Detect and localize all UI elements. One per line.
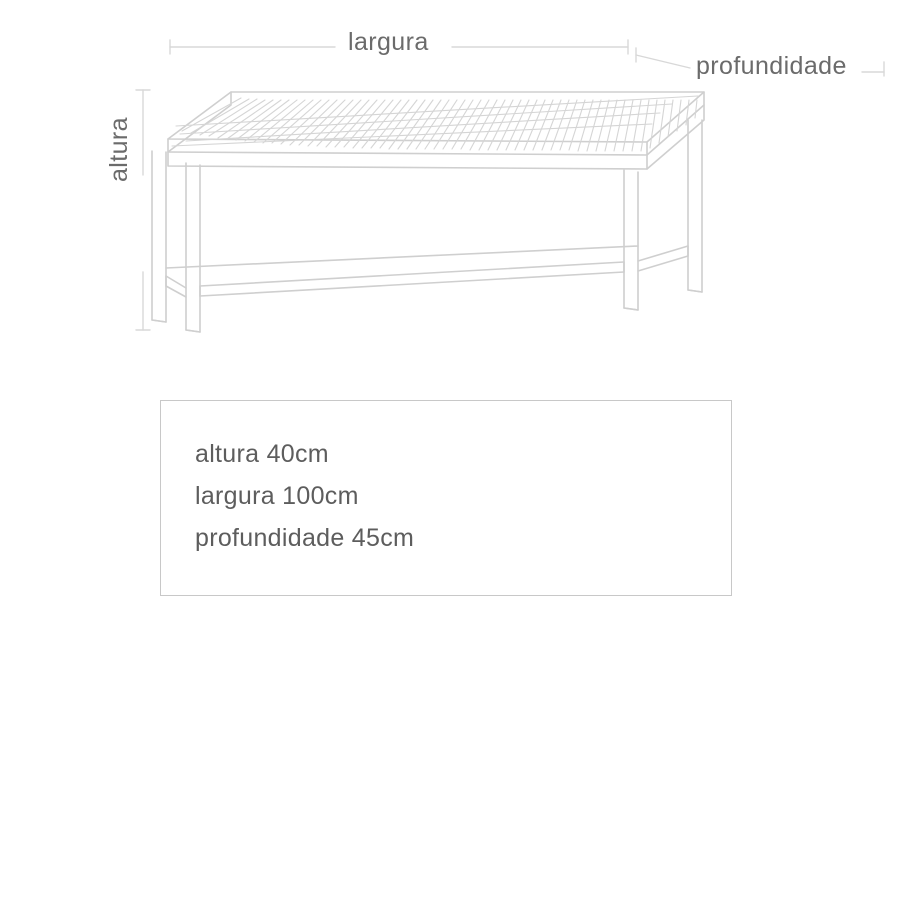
stretcher-right-side xyxy=(638,246,688,271)
stretcher-left-side xyxy=(166,276,186,297)
seat-weave-texture xyxy=(172,96,698,151)
spec-line-largura: largura 100cm xyxy=(195,482,359,510)
leg-back-left xyxy=(152,151,166,322)
leg-front-left xyxy=(186,163,200,332)
stretcher-front xyxy=(200,262,624,296)
spec-line-profundidade: profundidade 45cm xyxy=(195,524,415,552)
dimension-label-altura: altura xyxy=(105,117,133,182)
leg-front-right xyxy=(624,170,638,310)
dimension-guides xyxy=(136,40,884,330)
spec-line-altura: altura 40cm xyxy=(195,440,329,468)
leg-back-right xyxy=(688,120,702,292)
specifications-list xyxy=(195,438,414,554)
dimension-label-largura: largura xyxy=(348,28,429,56)
dimension-label-profundidade: profundidade xyxy=(696,52,847,80)
